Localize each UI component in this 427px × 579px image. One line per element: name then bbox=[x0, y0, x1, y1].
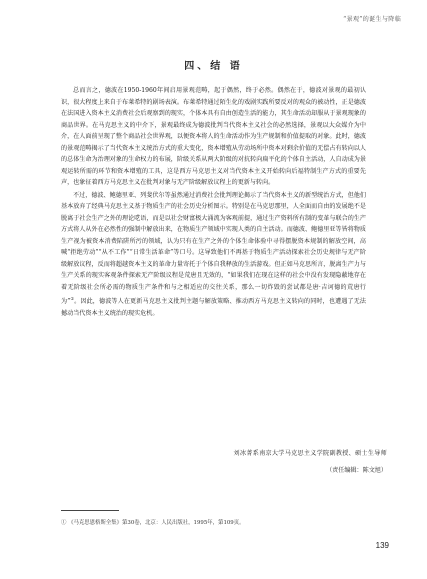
responsible-editor: （责任编辑：陈文旭） bbox=[326, 467, 387, 474]
paragraph-1 bbox=[61, 85, 366, 189]
body-text bbox=[61, 85, 366, 320]
footnote-text: ① 《马克思恩格斯全集》第30卷，北京：人民出版社，1995年，第109页。 bbox=[61, 520, 245, 526]
footnote-divider bbox=[61, 510, 119, 511]
paragraph-2 bbox=[61, 190, 366, 320]
running-header: “景观”的诞生与降临 bbox=[343, 16, 401, 23]
section-title: 四、结 语 bbox=[184, 61, 243, 72]
author-affiliation: 刘冰菁系南京大学马克思主义学院副教授、硕士生导师 bbox=[233, 450, 387, 457]
paragraph-2-text: 不过，德波、鲍德里亚、列斐伏尔等虽然通过消费社会批判理论揭示了当代资本主义的新型统治方式，但他们基本放弃了经典马克思主义基于物质生产的社会历史分析图示。特别是在马克思那里，人全面而自由的发展绝不是脱离于社会生产之外的理论呓语，而是以社会财富极大涌流为客观前提，通过生产资料所有制的变革与联合的生产方式将人从外在必然性的强制中解放出来，在物质生产领域中实现人类的自主活动。而德波、鲍德里亚等皆将物质生产视为被资本消费陷阱所污的领域，认为只有在生产之外的个体生命体验中寻得摆脱资本规制的解放空间，高喊“拒绝劳动”“从不工作”“日常生活革命”等口号。这导致他们不再基于物质生产活动探索社会历史规律与无产阶级解放议程，反而将超越资本主义的革命力量寄托于个体自我释放的生活游戏。但正如马克思所言，脱离生产力与生产关系的现实客观条件探索无产阶级议程是荒唐且无效的，“如果我们在现在这样的社会中没有发现隐蔽地存在着无阶级社会所必需的物质生产条件和与之相适应的交往关系，那么一切炸毁的尝试都是唐·吉诃德的荒唐行为” bbox=[61, 191, 366, 306]
paragraph-1-text: 总而言之，德波在1950-1960年间启用景观范畴，起于偶然，终于必然。偶然在于，德波对景观的最初认识，很大程度上来自于布莱希特的剧场表演。布莱希特通过陌生化的戏剧实践所要反对的观众的被动性，正是德波在法国进入资本主义消费社会后观察到的现实，个体本具有自由创造生活的能力，其生命活动却服从于景观现象的商品世界。在马克思主义的中介下，景观最终成为德波批判当代资本主义社会的必然选择，景观以大众媒介为中介，在人面前呈现了整个商品社会世界观，以便资本将人的生命活动作为生产规制和价值提取的对象。此时，德波的景观范畴揭示了当代资本主义统治方式的重大变化，资本增殖从劳动场所中资本对剩余价值的无偿占有转向以人的总体生命为治理对象的生命权力的布展，阶级关系从两大阶级的对抗转向扁平化的个体自主活动，人自动成为景观运转所需的环节和资本增殖的工具，这是西方马克思主义对当代资本主义开始转向后福特制生产方式的重要先声，也象征着西方马克思主义在批判对象与无产阶级解放议程上的更新与转向。 bbox=[61, 87, 366, 186]
page-number: 139 bbox=[375, 541, 389, 550]
footnote-reference[interactable]: ① bbox=[70, 296, 75, 301]
paragraph-2-tail: 。因此，德波等人在更新马克思主义批判主题与解放策略、推动西方马克思主义转向的同时，也遭遇了无法撼动当代资本主义统治的现实危机。 bbox=[61, 298, 366, 317]
